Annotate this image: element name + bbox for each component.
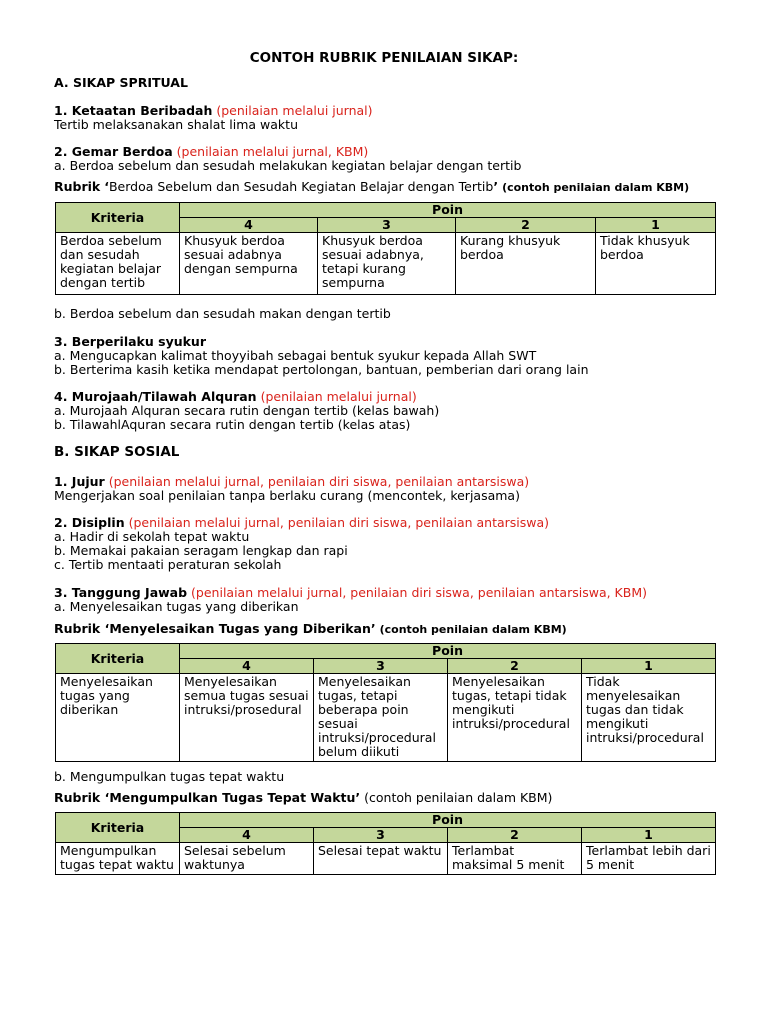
sub-item: b. Berterima kasih ketika mendapat pertolongan, bantuan, pemberian dari orang lain (54, 362, 589, 377)
item-label: 3. Tanggung Jawab (54, 585, 188, 600)
header-poin-2: 2 (456, 218, 596, 233)
cell-poin-1: Tidak menyelesaikan tugas dan tidak mengikuti intruksi/procedural (582, 674, 716, 762)
header-poin: Poin (180, 813, 716, 828)
assessment-note: (penilaian melalui jurnal, KBM) (176, 144, 369, 159)
sub-item: a. Murojaah Alquran secara rutin dengan tertib (kelas bawah) (54, 403, 440, 418)
rubric-table-2 (55, 643, 716, 762)
sub-item: a. Menyelesaikan tugas yang diberikan (54, 599, 299, 614)
item-disiplin (54, 516, 549, 530)
item-tanggung-jawab (54, 586, 647, 600)
cell-poin-2: Menyelesaikan tugas, tetapi tidak mengikuti intruksi/procedural (448, 674, 582, 762)
cell-poin-4: Selesai sebelum waktunya (180, 843, 314, 875)
sub-item: a. Berdoa sebelum dan sesudah melakukan kegiatan belajar dengan tertib (54, 158, 522, 173)
item-label: 2. Disiplin (54, 515, 125, 530)
item-jujur (54, 475, 529, 489)
sub-item: b. Berdoa sebelum dan sesudah makan dengan tertib (54, 306, 391, 321)
document-title: CONTOH RUBRIK PENILAIAN SIKAP: (249, 50, 519, 66)
rubric-note: (contoh penilaian dalam KBM) (379, 623, 567, 636)
header-poin-4: 4 (180, 218, 318, 233)
table-row (56, 843, 716, 875)
rubric-note: (contoh penilaian dalam KBM) (502, 181, 690, 194)
assessment-note: (penilaian melalui jurnal, penilaian diri siswa, penilaian antarsiswa) (108, 474, 530, 489)
table-row (56, 674, 716, 762)
header-poin-3: 3 (314, 828, 448, 843)
header-poin-1: 1 (596, 218, 716, 233)
rubric-table-3 (55, 812, 716, 875)
item-gemar-berdoa (54, 145, 368, 159)
assessment-note: (penilaian melalui jurnal) (216, 103, 373, 118)
cell-poin-3: Menyelesaikan tugas, tetapi beberapa poin sesuai intruksi/procedural belum diikuti (314, 674, 448, 762)
rubric-3-title: Rubrik ‘Mengumpulkan Tugas Tepat Waktu’ (contoh penilaian dalam KBM) (54, 790, 553, 805)
assessment-note: (penilaian melalui jurnal) (260, 389, 417, 404)
section-b-heading: B. SIKAP SOSIAL (54, 444, 180, 460)
header-poin-1: 1 (582, 659, 716, 674)
sub-item: b. TilawahlAquran secara rutin dengan tertib (kelas atas) (54, 417, 411, 432)
item-murojaah (54, 390, 417, 404)
header-poin: Poin (180, 203, 716, 218)
item-description: Tertib melaksanakan shalat lima waktu (54, 117, 298, 132)
header-poin-3: 3 (318, 218, 456, 233)
item-label: 2. Gemar Berdoa (54, 144, 173, 159)
cell-poin-1: Tidak khusyuk berdoa (596, 233, 716, 295)
header-poin-2: 2 (448, 828, 582, 843)
header-poin: Poin (180, 644, 716, 659)
sub-item: b. Mengumpulkan tugas tepat waktu (54, 769, 285, 784)
header-poin-1: 1 (582, 828, 716, 843)
rubric-name: ‘Berdoa Sebelum dan Sesudah Kegiatan Belajar dengan Tertib’ (104, 179, 499, 194)
sub-item: c. Tertib mentaati peraturan sekolah (54, 557, 282, 572)
header-poin-3: 3 (314, 659, 448, 674)
item-label: 1. Ketaatan Beribadah (54, 103, 213, 118)
rubric-2-title: Rubrik ‘Menyelesaikan Tugas yang Diberikan’ (contoh penilaian dalam KBM) (54, 621, 567, 636)
table-row (56, 233, 716, 295)
cell-poin-2: Kurang khusyuk berdoa (456, 233, 596, 295)
header-poin-2: 2 (448, 659, 582, 674)
header-kriteria: Kriteria (56, 644, 180, 674)
header-poin-4: 4 (180, 659, 314, 674)
header-kriteria: Kriteria (56, 813, 180, 843)
header-kriteria: Kriteria (56, 203, 180, 233)
cell-poin-1: Terlambat lebih dari 5 menit (582, 843, 716, 875)
item-description: Mengerjakan soal penilaian tanpa berlaku curang (mencontek, kerjasama) (54, 488, 520, 503)
cell-kriteria: Berdoa sebelum dan sesudah kegiatan belajar dengan tertib (56, 233, 180, 295)
item-berperilaku-syukur: 3. Berperilaku syukur (54, 334, 206, 349)
rubric-1-title: Rubrik ‘Berdoa Sebelum dan Sesudah Kegiatan Belajar dengan Tertib’ (contoh penilaian dalam KBM) (54, 179, 690, 194)
cell-kriteria: Menyelesaikan tugas yang diberikan (56, 674, 180, 762)
cell-poin-3: Khusyuk berdoa sesuai adabnya, tetapi kurang sempurna (318, 233, 456, 295)
rubric-table-1 (55, 202, 716, 295)
cell-poin-2: Terlambat maksimal 5 menit (448, 843, 582, 875)
sub-item: a. Hadir di sekolah tepat waktu (54, 529, 250, 544)
cell-poin-4: Menyelesaikan semua tugas sesuai intruksi/prosedural (180, 674, 314, 762)
assessment-note: (penilaian melalui jurnal, penilaian diri siswa, penilaian antarsiswa, KBM) (191, 585, 647, 600)
cell-poin-3: Selesai tepat waktu (314, 843, 448, 875)
assessment-note: (penilaian melalui jurnal, penilaian diri siswa, penilaian antarsiswa) (128, 515, 550, 530)
rubric-note: (contoh penilaian dalam KBM) (364, 790, 553, 805)
item-label: 1. Jujur (54, 474, 105, 489)
sub-item: b. Memakai pakaian seragam lengkap dan rapi (54, 543, 348, 558)
sub-item: a. Mengucapkan kalimat thoyyibah sebagai bentuk syukur kepada Allah SWT (54, 348, 537, 363)
cell-kriteria: Mengumpulkan tugas tepat waktu (56, 843, 180, 875)
section-a-heading: A. SIKAP SPRITUAL (54, 75, 188, 90)
item-ketaatan-beribadah (54, 104, 373, 118)
item-label: 4. Murojaah/Tilawah Alquran (54, 389, 257, 404)
header-poin-4: 4 (180, 828, 314, 843)
cell-poin-4: Khusyuk berdoa sesuai adabnya dengan sempurna (180, 233, 318, 295)
